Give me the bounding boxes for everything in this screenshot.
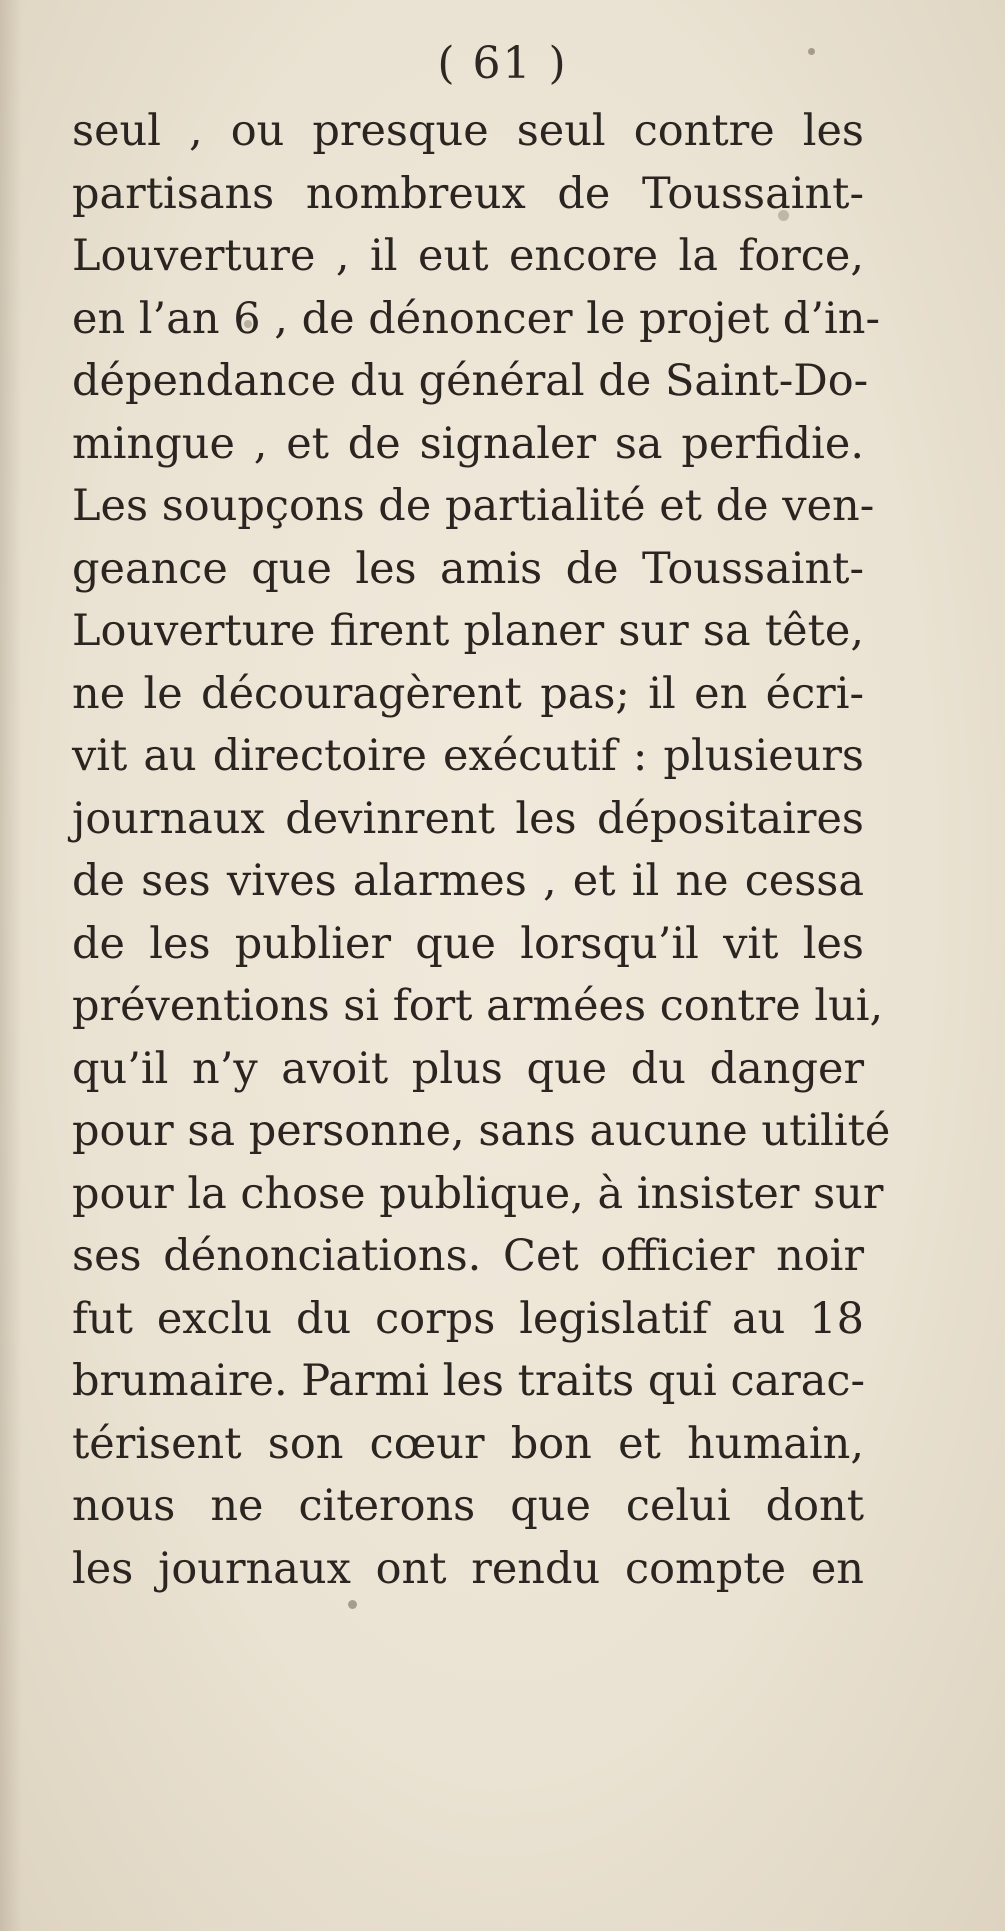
text-line: ses dénonciations. Cet officier noir [72,1231,864,1281]
text-line: qu’il n’y avoit plus que du danger [72,1043,864,1094]
text-line: ne le découragèrent pas; il en écri- [72,668,864,719]
text-line: pour la chose publique, à insister sur [72,1168,884,1219]
page-fold-shadow [0,0,22,1931]
text-line: geance que les amis de Toussaint- [72,543,864,594]
text-line: journaux devinrent les dépositaires [72,793,864,844]
text-line: préventions si fort armées contre lui, [72,981,884,1031]
text-line: Louverture firent planer sur sa tête, [72,606,864,656]
text-line: vit au directoire exécutif : plusieurs [72,731,864,781]
ink-speck [778,210,789,221]
text-line: dépendance du général de Saint-Do- [72,356,869,406]
text-line: seul , ou presque seul contre les [72,106,864,156]
text-line: les journaux ont rendu compte en [72,1543,864,1594]
ink-speck [244,320,252,328]
ink-speck [348,1600,357,1609]
ink-speck [808,48,815,55]
text-line: térisent son cœur bon et humain, [72,1418,864,1469]
page-number: ( 61 ) [437,38,568,89]
text-line: Louverture , il eut encore la force, [72,231,864,281]
text-line: de ses vives alarmes , et il ne cessa [72,856,864,906]
text-line: de les publier que lorsqu’il vit les [72,918,864,969]
text-line: en l’an 6 , de dénoncer le projet d’in- [72,293,880,344]
body-text [72,100,891,1600]
text-line: mingue , et de signaler sa perfidie. [72,418,864,469]
text-line: Les soupçons de partialité et de ven- [72,481,875,531]
text-line: nous ne citerons que celui dont [72,1481,864,1531]
text-line: pour sa personne, sans aucune utilité [72,1106,891,1156]
text-line: partisans nombreux de Toussaint- [72,168,864,219]
text-line: brumaire. Parmi les traits qui carac- [72,1356,866,1406]
text-line: fut exclu du corps legislatif au 18 [72,1293,864,1344]
